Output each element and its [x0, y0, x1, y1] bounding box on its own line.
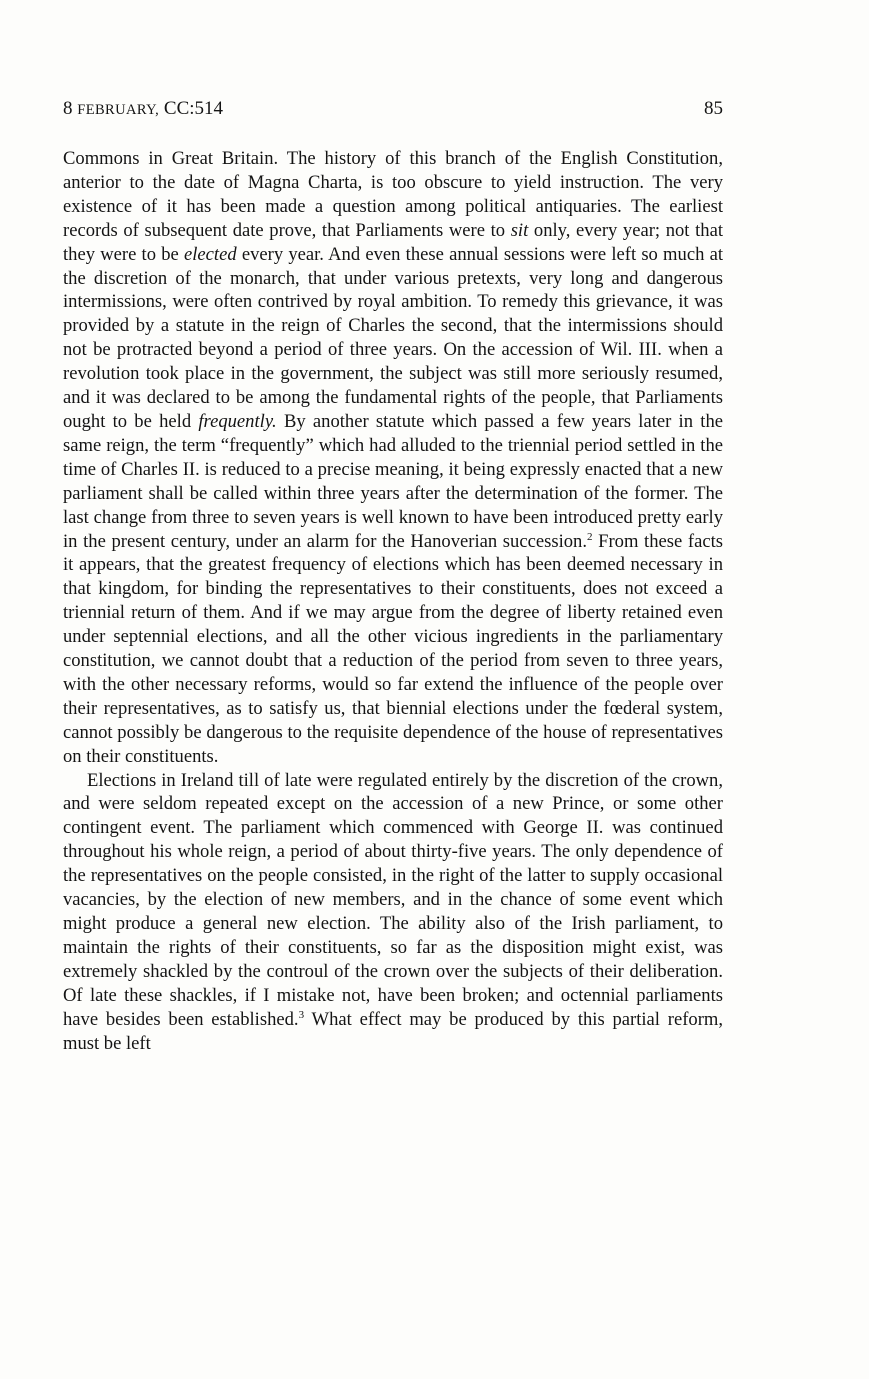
- text-run: Commons in Great Britain. The history of this branch of the English Constitution, anterior to the date of Magna Charta, is too obscure to yield instruction. The very existence of it has been made a question among political antiquaries. The earliest records of subsequent date prove, that Parliaments were to: [63, 148, 723, 241]
- header-doc-id: CC:514: [163, 98, 224, 119]
- footnote-ref: 2: [586, 530, 593, 543]
- text-run: only, every year; not that they were to be: [63, 219, 723, 265]
- paragraph: [63, 147, 723, 769]
- text-run: every year. And even these annual sessions were left so much at the discretion of the monarch, that under various pretexts, very long and dangerous intermissions, were often contrived by royal ambition. To remedy this grievance, it was provided by a statute in the reign of Charles the second, that the intermissions should not be protracted beyond a period of three years. On the accession of Wil. III. when a revolution took place in the government, the subject was still more seriously resumed, and it was declared to be among the fundamental rights of the people, that Parliaments ought to be held: [63, 243, 723, 432]
- italic-text: sit: [510, 219, 529, 241]
- text-run: What effect may be produced by this partial reform, must be left: [63, 1008, 724, 1054]
- text-run: Elections in Ireland till of late were regulated entirely by the discretion of the crown, and were seldom repeated except on the accession of a new Prince, or some other contingent event. The parliament which commenced with George II. was continued throughout his whole reign, a period of about thirty-five years. The only dependence of the representatives on the people consisted, in the right of the latter to supply occasional vacancies, by the election of new members, and in the chance of some event which might produce a general new election. The ability also of the Irish parliament, to maintain the rights of their constituents, so far as the disposition might exist, was extremely shackled by the controul of the crown over the subjects of their deliberation. Of late these shackles, if I mistake not, have been broken; and octennial parliaments have besides been established.: [63, 769, 723, 1030]
- header-date: 8: [63, 98, 73, 119]
- paragraph: [63, 769, 723, 1056]
- text-run: From these facts it appears, that the greatest frequency of elections which has been deemed necessary in that kingdom, for binding the representatives to their constituents, does not exceed a triennial return of them. And if we may argue from the degree of liberty retained even under septennial elections, and all the other vicious ingredients in the parliamentary constitution, we cannot doubt that a reduction of the period from seven to three years, with the other necessary reforms, would so far extend the influence of the people over their representatives, as to satisfy us, that biennial elections under the fœderal system, cannot possibly be dangerous to the requisite dependence of the house of representatives on their constituents.: [63, 530, 724, 767]
- page-number: 85: [704, 98, 723, 119]
- header-month: FEBRUARY,: [77, 102, 160, 118]
- italic-text: elected: [183, 243, 237, 265]
- italic-text: frequently.: [198, 410, 277, 432]
- footnote-ref: 3: [298, 1008, 305, 1021]
- text-run: By another statute which passed a few years later in the same reign, the term “frequently” which had alluded to the triennial period settled in the time of Charles II. is reduced to a precise meaning, it being expressly enacted that a new parliament shall be called within three years after the determination of the former. The last change from three to seven years is well known to have been introduced pretty early in the present century, under an alarm for the Hanoverian succession.: [63, 410, 723, 552]
- running-header: [63, 97, 723, 122]
- header-left: [63, 97, 223, 122]
- body-text: [63, 147, 723, 1055]
